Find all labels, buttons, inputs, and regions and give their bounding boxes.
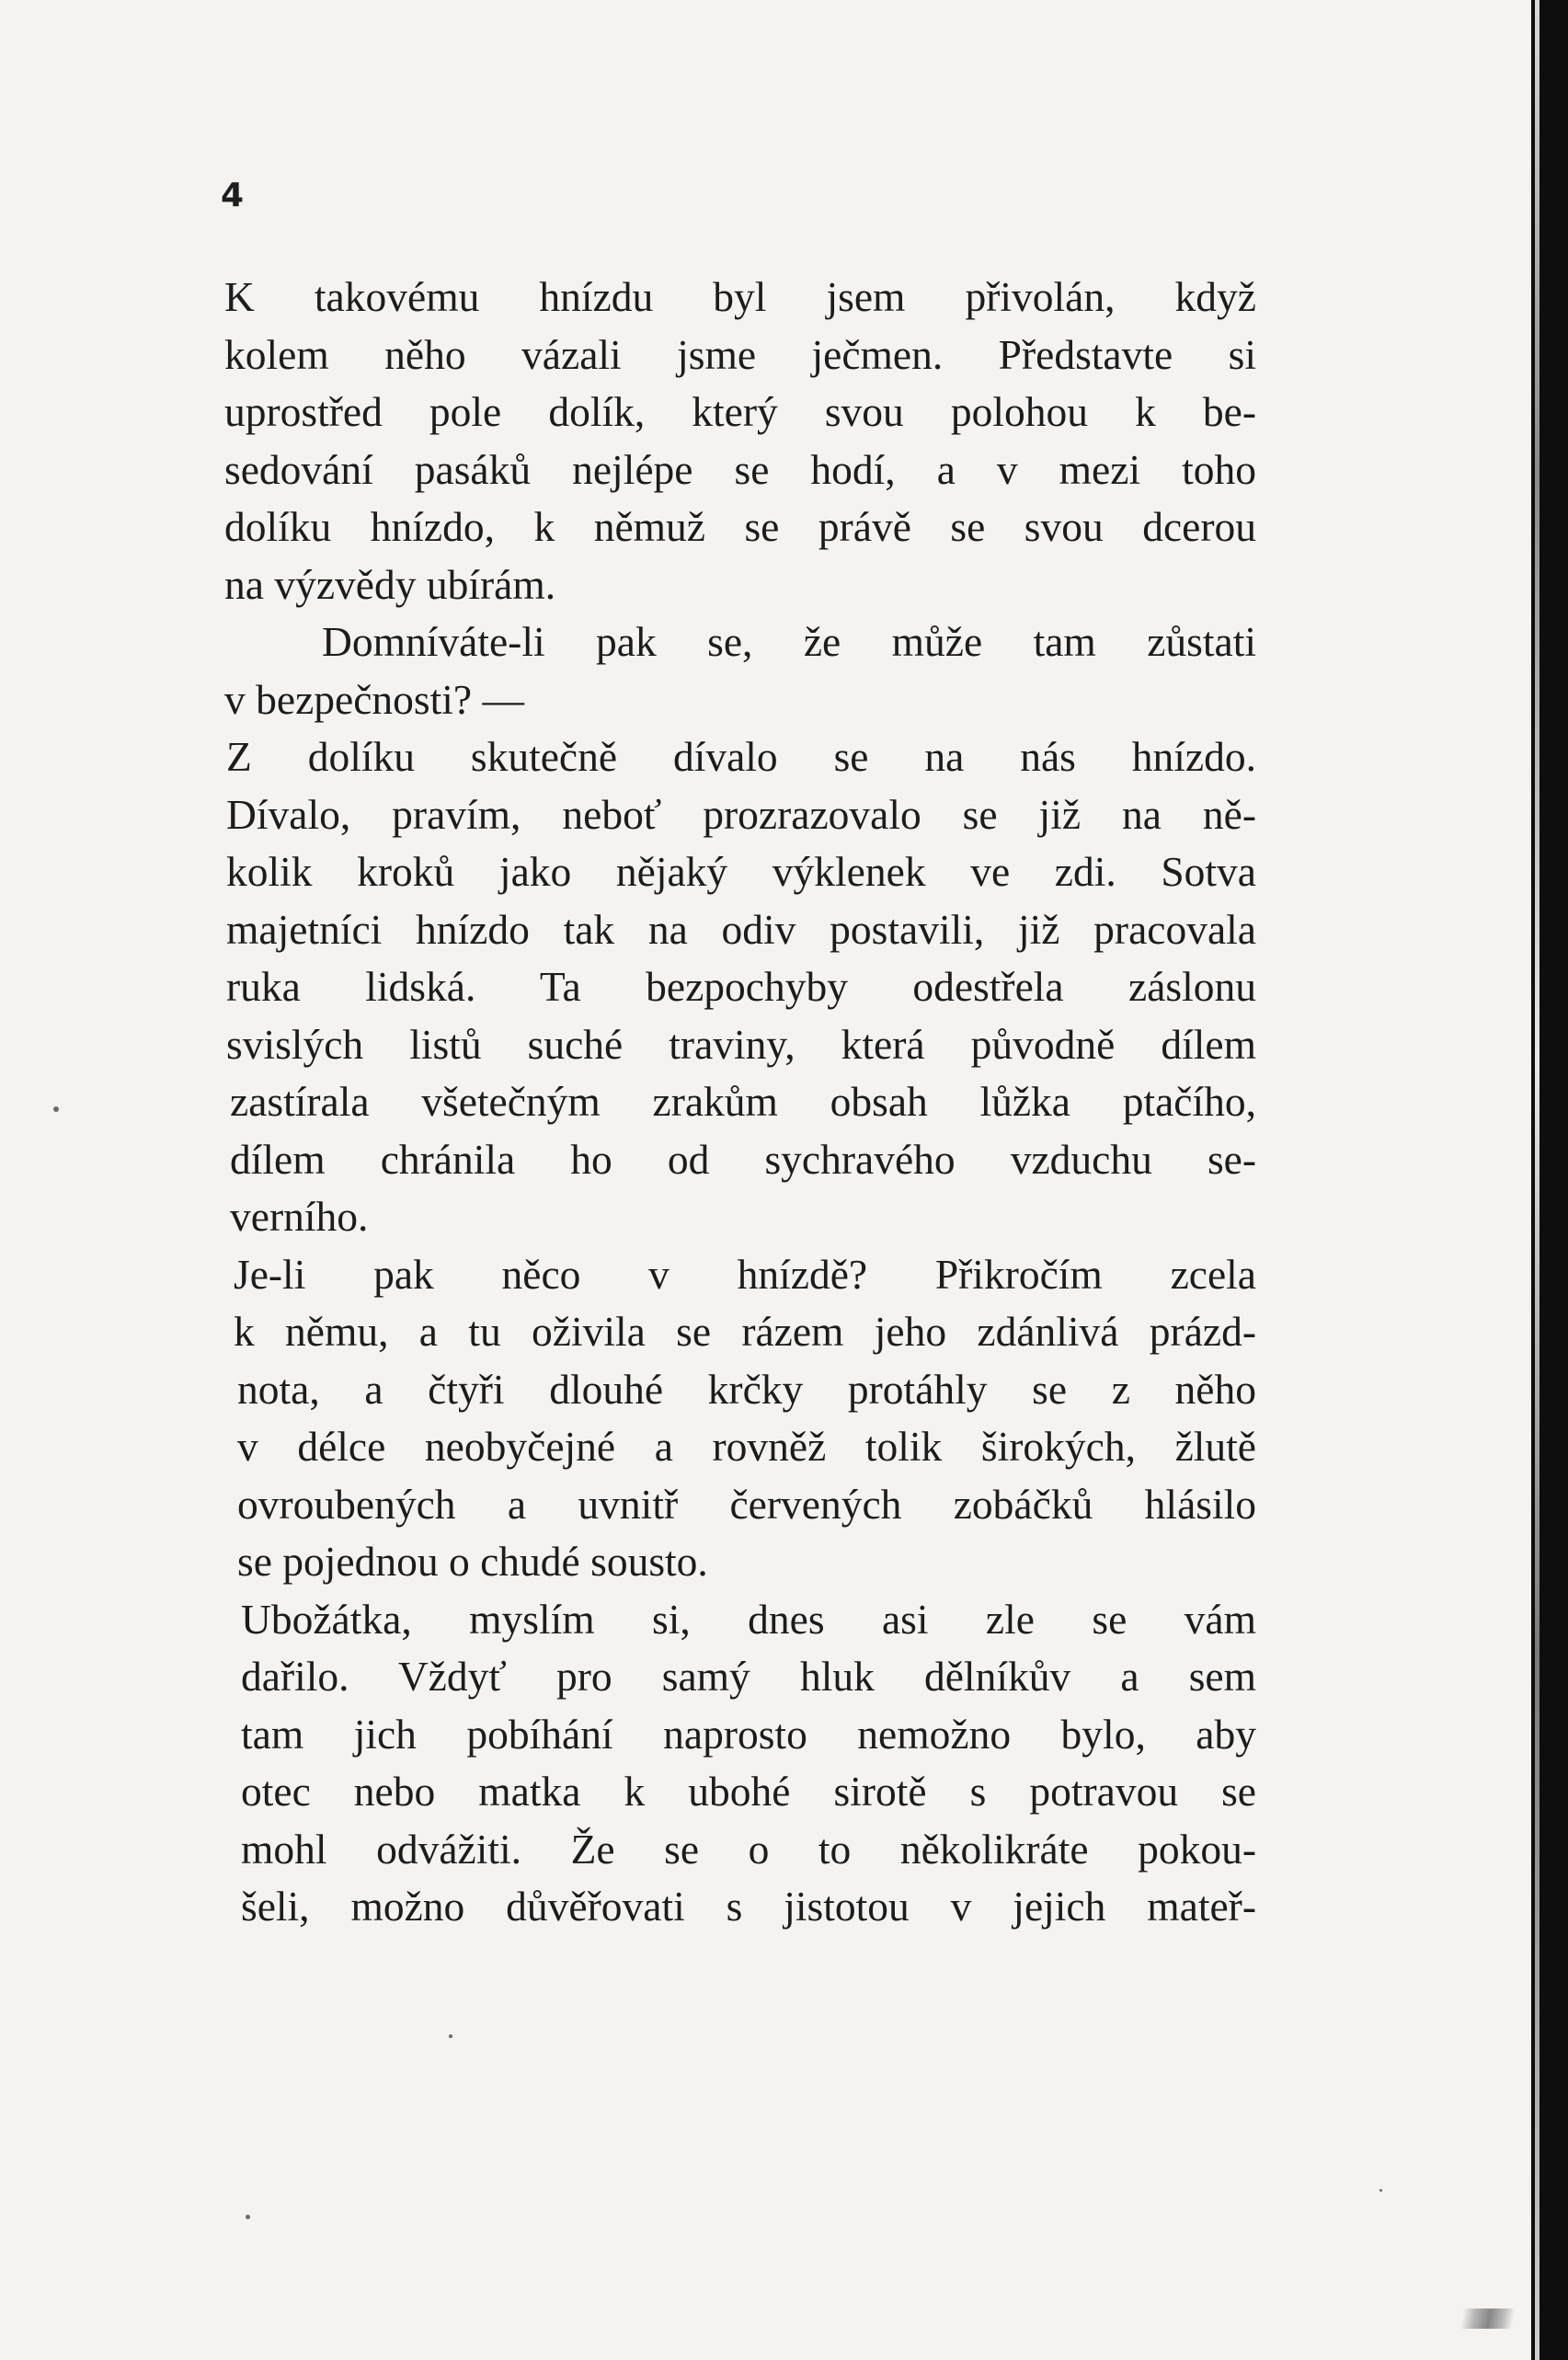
paper-speck [246, 2215, 250, 2219]
text-line-18: Je-li pak něco v hnízdě? Přikročím zcela [234, 1250, 1256, 1298]
text-line-22: ovroubených a uvnitř červených zobáčků hlásilo [237, 1480, 1256, 1528]
text-line-13: ruka lidská. Ta bezpochyby odestřela záslonu [226, 963, 1256, 1010]
text-line-2: kolem něho vázali jsme ječmen. Představte si [224, 330, 1256, 378]
text-line-21: v délce neobyčejné a rovněž tolik širokých, žlutě [237, 1423, 1256, 1470]
page-edge-shadow [1531, 0, 1568, 2360]
text-line-25: dařilo. Vždyť pro samý hluk dělníkův a sem [241, 1653, 1256, 1700]
body-text [224, 269, 1256, 1936]
text-line-20: nota, a čtyři dlouhé krčky protáhly se z něho [237, 1365, 1256, 1413]
page-edge-highlight [1535, 0, 1539, 2360]
text-line-3: uprostřed pole dolík, který svou polohou k be- [224, 388, 1256, 435]
text-line-7: Domníváte-li pak se, že může tam zůstati [322, 618, 1256, 665]
paper-speck [53, 1106, 59, 1112]
text-line-27: otec nebo matka k ubohé sirotě s potravou se [241, 1768, 1256, 1815]
text-line-12: majetníci hnízdo tak na odiv postavili, již pracovala [226, 905, 1256, 953]
text-line-5: dolíku hnízdo, k němuž se právě se svou dcerou [224, 503, 1256, 550]
text-line-15: zastírala všetečným zrakům obsah lůžka ptačího, [230, 1078, 1256, 1125]
text-line-19: k němu, a tu oživila se rázem jeho zdánlivá prázd- [234, 1308, 1256, 1355]
page-corner-mark [1458, 2308, 1515, 2329]
page-number: 4 [221, 177, 245, 214]
text-line-17: verního. [230, 1193, 369, 1240]
text-line-26: tam jich pobíhání naprosto nemožno bylo, aby [241, 1710, 1256, 1758]
text-line-11: kolik kroků jako nějaký výklenek ve zdi. Sotva [226, 848, 1256, 895]
paper-speck [1379, 2189, 1382, 2192]
text-line-28: mohl odvážiti. Že se o to několikráte pokou- [241, 1825, 1256, 1873]
text-line-23: se pojednou o chudé sousto. [237, 1538, 708, 1585]
text-line-4: sedování pasáků nejlépe se hodí, a v mezi toho [224, 445, 1256, 493]
text-line-16: dílem chránila ho od sychravého vzduchu se- [230, 1135, 1256, 1183]
text-line-1: K takovému hnízdu byl jsem přivolán, když [224, 273, 1256, 320]
text-line-10: Dívalo, pravím, neboť prozrazovalo se již na ně- [226, 790, 1256, 838]
text-line-29: šeli, možno důvěřovati s jistotou v jejich mateř- [241, 1883, 1256, 1930]
text-line-9: Z dolíku skutečně dívalo se na nás hnízdo. [226, 733, 1256, 780]
text-line-6: na výzvědy ubírám. [224, 560, 556, 608]
text-line-8: v bezpečnosti? — [224, 675, 524, 723]
text-line-24: Ubožátka, myslím si, dnes asi zle se vám [241, 1595, 1256, 1643]
text-line-14: svislých listů suché traviny, která původně dílem [226, 1020, 1256, 1068]
paper-speck [449, 2034, 452, 2038]
